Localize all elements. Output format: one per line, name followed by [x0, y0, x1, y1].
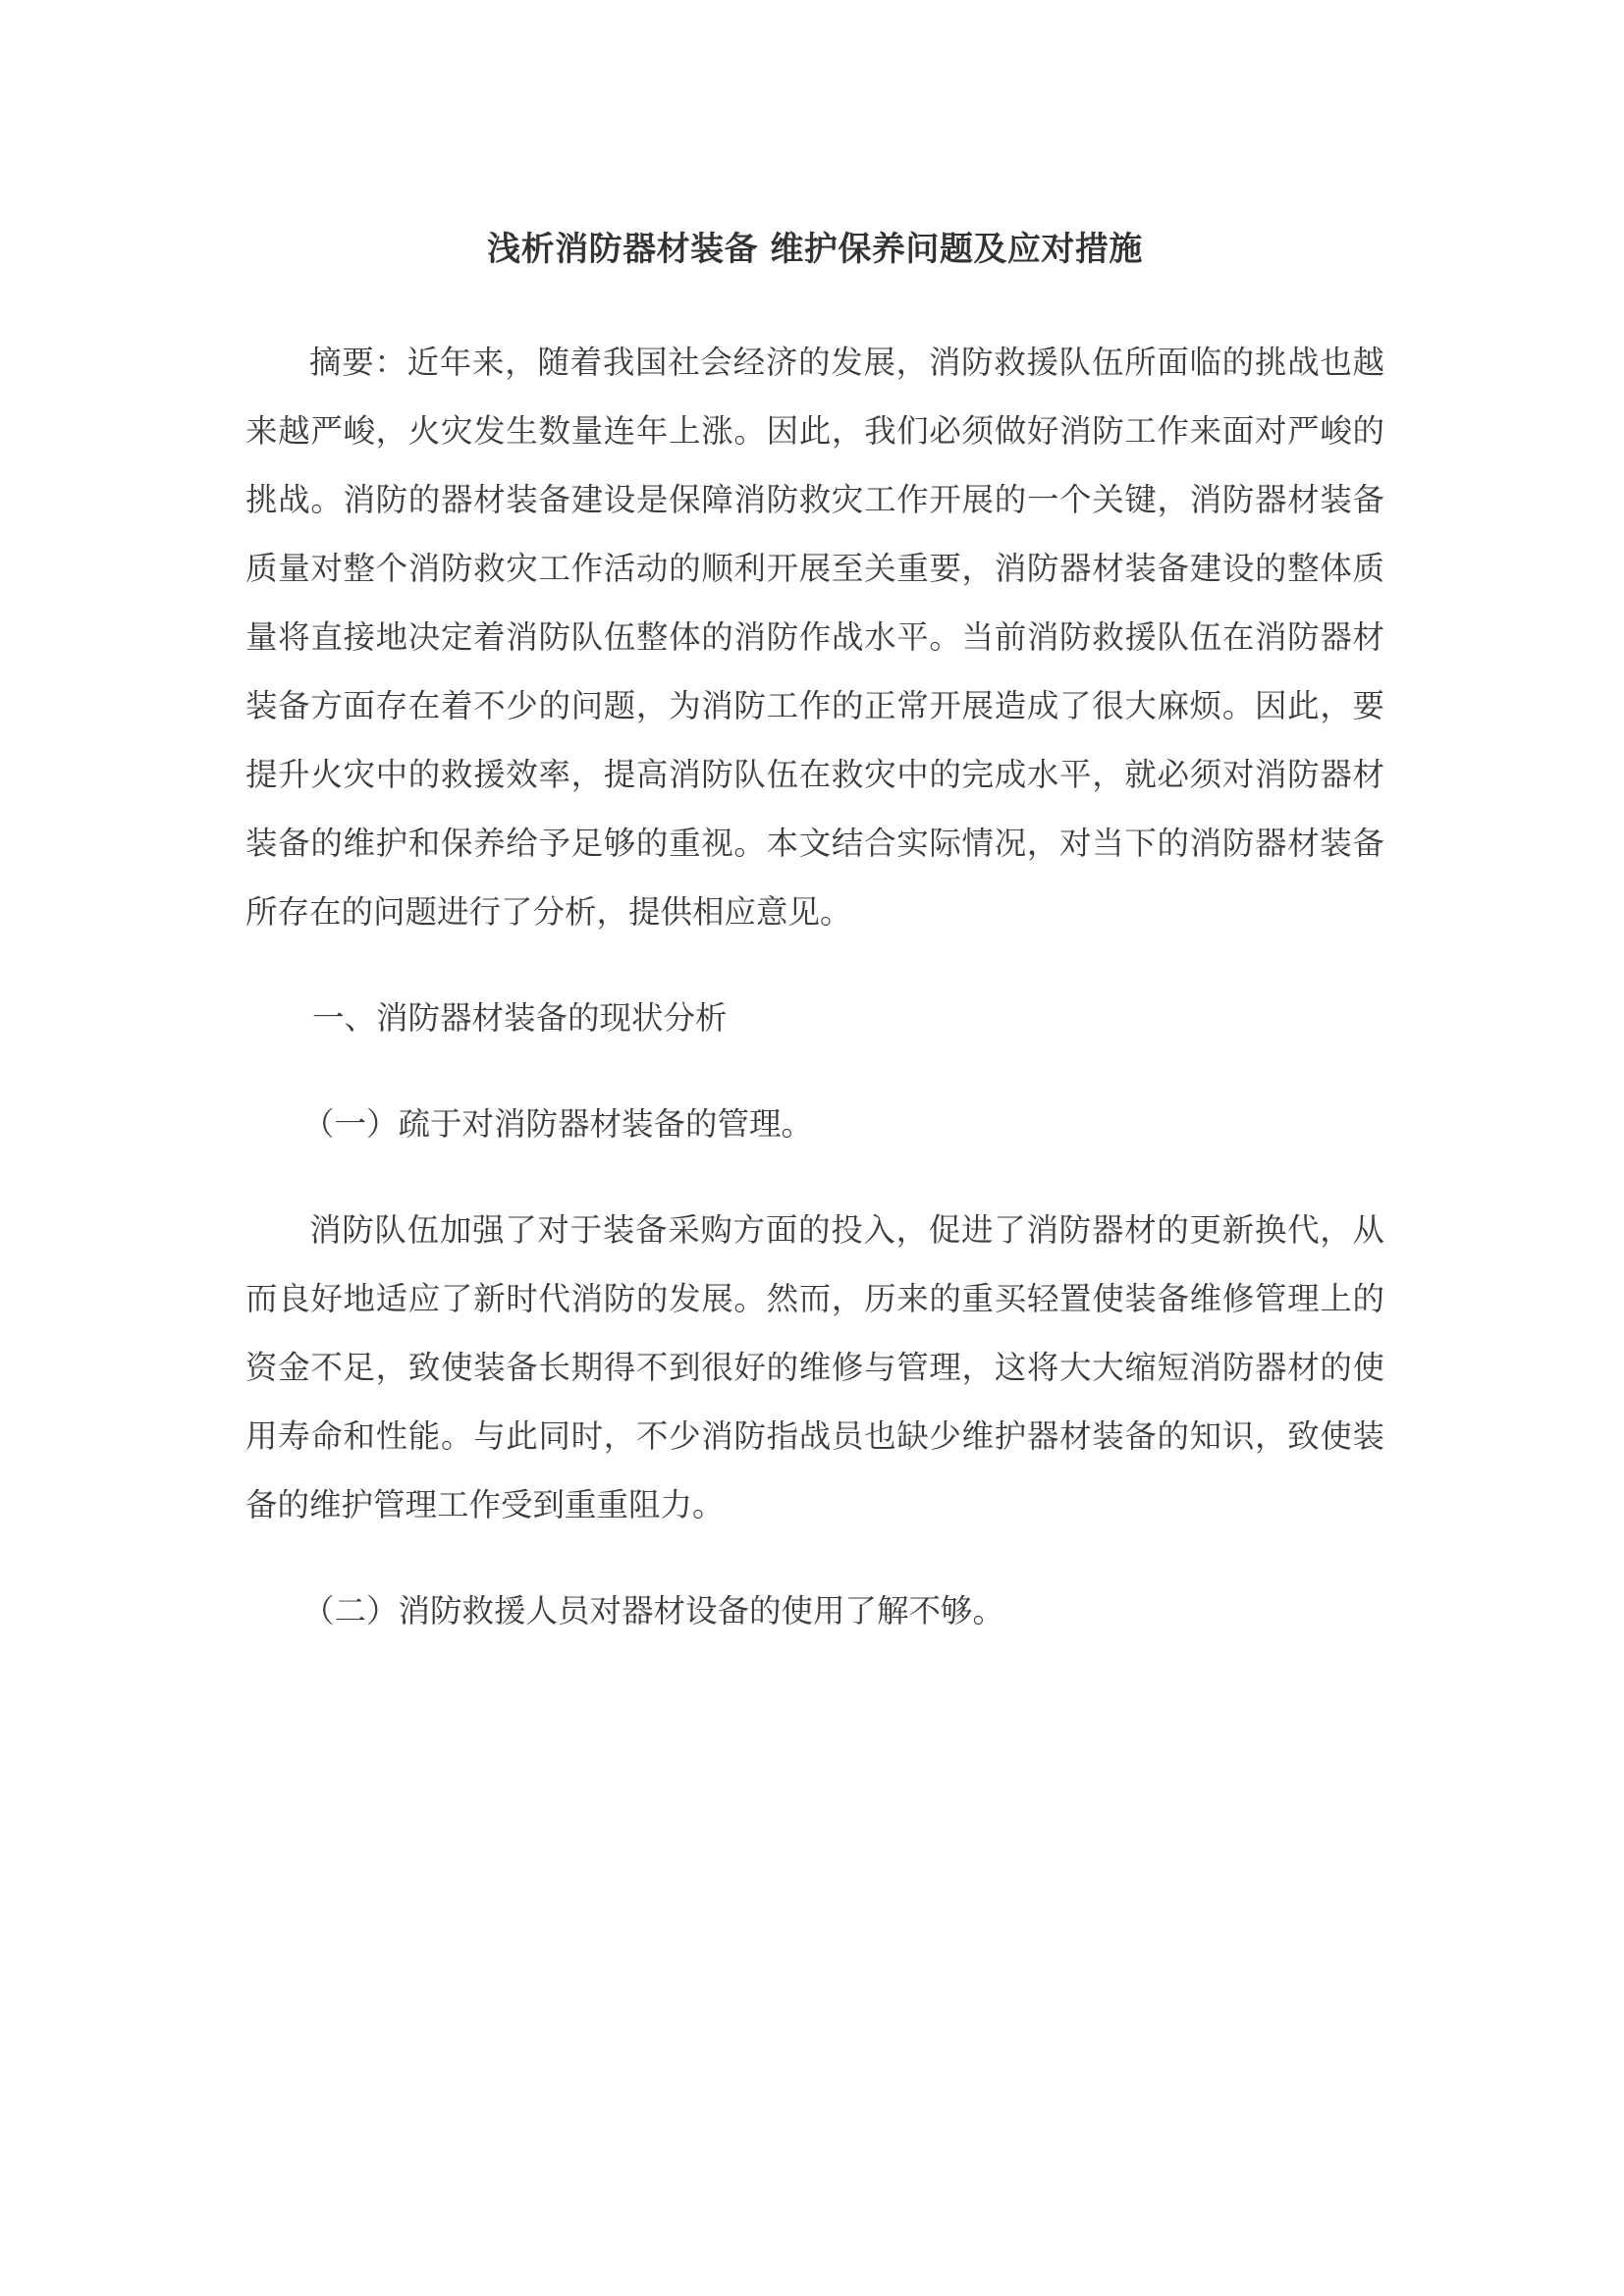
document-content-column [245, 0, 1384, 1645]
subsection-heading-2: （二）消防救援人员对器材设备的使用了解不够。 [302, 1592, 1005, 1629]
section-heading-1: 一、消防器材装备的现状分析 [312, 999, 728, 1037]
abstract-paragraph: 摘要：近年来，随着我国社会经济的发展，消防救援队伍所面临的挑战也越来越严峻，火灾发生数量连年上涨。因此，我们必须做好消防工作来面对严峻的挑战。消防的器材装备建设是保障消防救灾工作开展的一个关键，消防器材装备质量对整个消防救灾工作活动的顺利开展至关重要，消防器材装备建设的整体质量将直接地决定着消防队伍整体的消防作战水平。当前消防救援队伍在消防器材装备方面存在着不少的问题，为消防工作的正常开展造成了很大麻烦。因此，要提升火灾中的救援效率，提高消防队伍在救灾中的完成水平，就必须对消防器材装备的维护和保养给予足够的重视。本文结合实际情况，对当下的消防器材装备所存在的问题进行了分析，提供相应意见。 [245, 344, 1384, 931]
subsection-1-body-paragraph: 消防队伍加强了对于装备采购方面的投入，促进了消防器材的更新换代，从而良好地适应了新时代消防的发展。然而，历来的重买轻置使装备维修管理上的资金不足，致使装备长期得不到很好的维修与管理，这将大大缩短消防器材的使用寿命和性能。与此同时，不少消防指战员也缺少维护器材装备的知识，致使装备的维护管理工作受到重重阻力。 [245, 1211, 1384, 1523]
page-title: 浅析消防器材装备 维护保养问题及应对措施 [487, 230, 1143, 269]
subsection-heading-1: （一）疏于对消防器材装备的管理。 [302, 1105, 814, 1143]
